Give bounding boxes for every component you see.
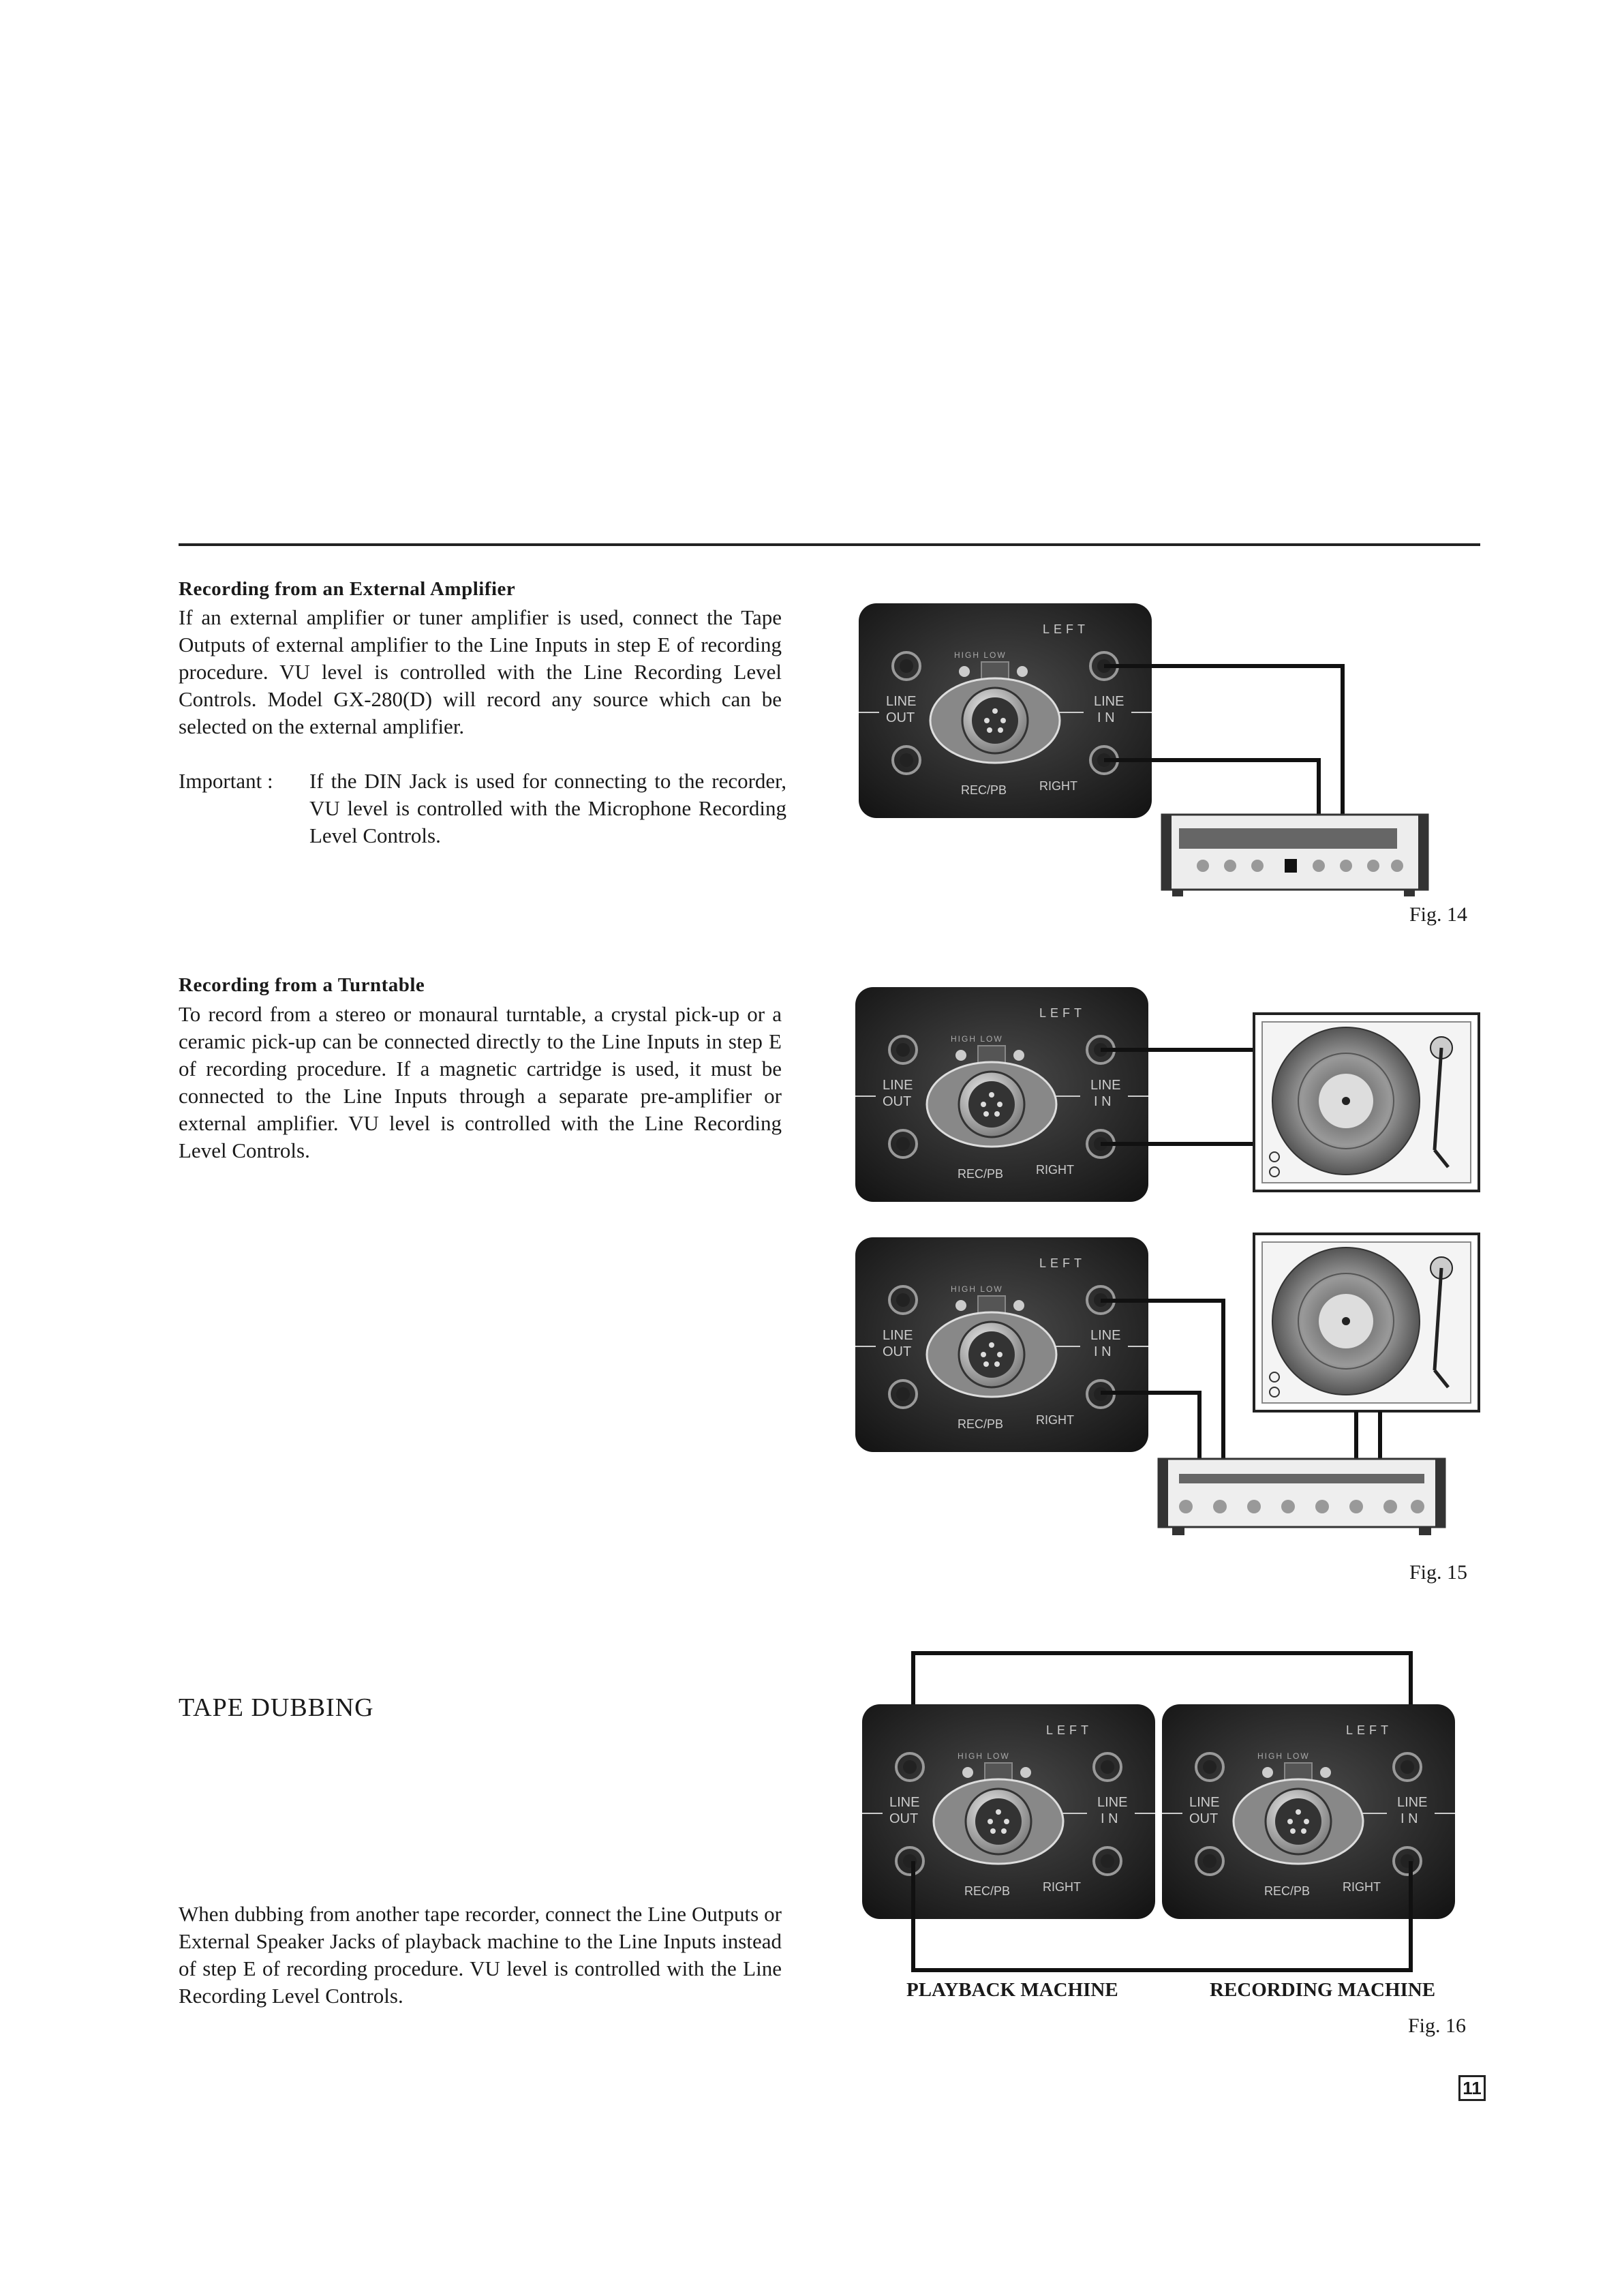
tape-dubbing-heading: TAPE DUBBING (179, 1693, 374, 1722)
fig15-turntable-bottom (1254, 1234, 1479, 1411)
fig-15-label: Fig. 15 (1409, 1561, 1468, 1584)
fig15-turntable-top (1254, 1014, 1479, 1191)
important-label: Important : (179, 769, 273, 793)
fig-16-label: Fig. 16 (1408, 2014, 1467, 2037)
turntable-heading: Recording from a Turntable (179, 974, 425, 996)
fig14-tuner-amplifier (1162, 815, 1428, 890)
ext-amp-body: If an external amplifier or tuner amplifier is used, connect the Tape Outputs of external amplifier to the Line Inputs in step E of recording procedure. VU level is controlled with the Line Recording Level Controls. Model GX-280(D) will record any source which can be selected on the external amplifier. (179, 605, 782, 738)
important-text: If the DIN Jack is used for connecting to the recorder, VU level is controlled with the Microphone Recording Level Controls. (309, 769, 786, 847)
fig15-pre-amplifier (1159, 1459, 1445, 1535)
fig16-playback-panel (862, 1704, 1155, 1919)
page-number: 11 (1458, 2075, 1486, 2101)
illustrations: LEFT HIGH LOW LINE OUT LINE I N REC/PB RIGHT (0, 0, 1622, 2296)
recording-machine-caption: RECORDING MACHINE (1210, 1979, 1436, 2001)
ext-amp-heading: Recording from an External Amplifier (179, 578, 516, 600)
fig15-recorder-panel-top (855, 987, 1148, 1202)
playback-machine-caption: PLAYBACK MACHINE (906, 1979, 1118, 2001)
fig15-recorder-panel-bottom (855, 1237, 1148, 1452)
fig-14-label: Fig. 14 (1409, 903, 1468, 926)
turntable-body: To record from a stereo or monaural turntable, a crystal pick-up or a ceramic pick-up can be connected directly to the Line Inputs in step E of recording procedure. If a magnetic cartridge is used, it must be connected to the Line Inputs through a separate pre-amplifier or external amplifier. VU level is controlled with the Line Recording Level Controls. (179, 1002, 782, 1162)
dubbing-body: When dubbing from another tape recorder, connect the Line Outputs or External Speaker Jacks of playback machine to the Line Inputs instead of step E of recording procedure. VU level is controlled with the Line Recording Level Controls. (179, 1902, 782, 2008)
fig14-recorder-panel (859, 603, 1152, 818)
